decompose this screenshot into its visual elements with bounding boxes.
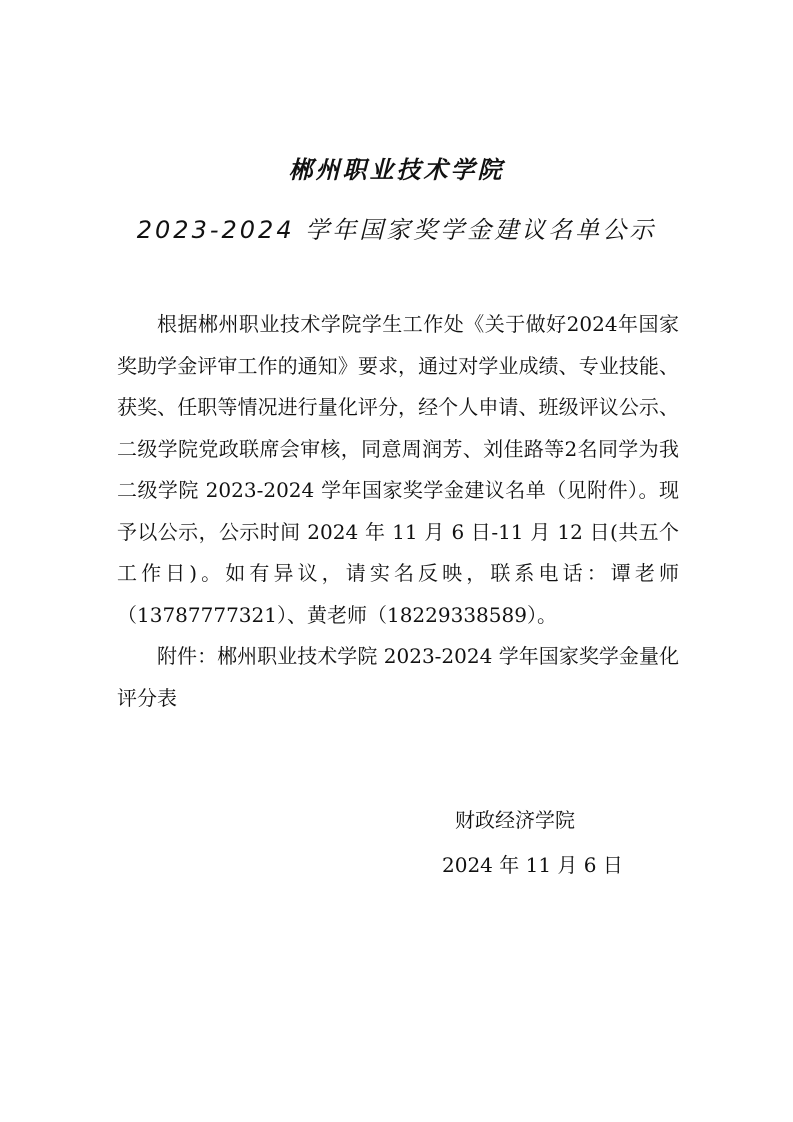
notice-paragraph: 根据郴州职业技术学院学生工作处《关于做好2024年国家奖助学金评审工作的通知》要求，通过对学业成绩、专业技能、获奖、任职等情况进行量化评分，经个人申请、班级评议公示、二级学院党政联席会审核，同意周润芳、刘佳路等2名同学为我二级学院 2023-2024 学年国家奖学金建议名单（见附件）。现予以公示，公示时间 2024 年 11 月 6 日-11 月 12 日(共五个工作日)。如有异议，请实名反映，联系电话：谭老师（13787777321）、黄老师（18229338589）。 xyxy=(117,312,679,627)
notice-body xyxy=(117,304,679,719)
signature-organization: 财政经济学院 xyxy=(455,808,575,832)
attachment-line: 附件：郴州职业技术学院 2023-2024 学年国家奖学金量化评分表 xyxy=(117,644,679,710)
notice-title: 2023-2024 学年国家奖学金建议名单公示 xyxy=(136,216,657,244)
school-name-heading: 郴州职业技术学院 xyxy=(288,156,505,184)
signature-date: 2024 年 11 月 6 日 xyxy=(442,853,623,877)
